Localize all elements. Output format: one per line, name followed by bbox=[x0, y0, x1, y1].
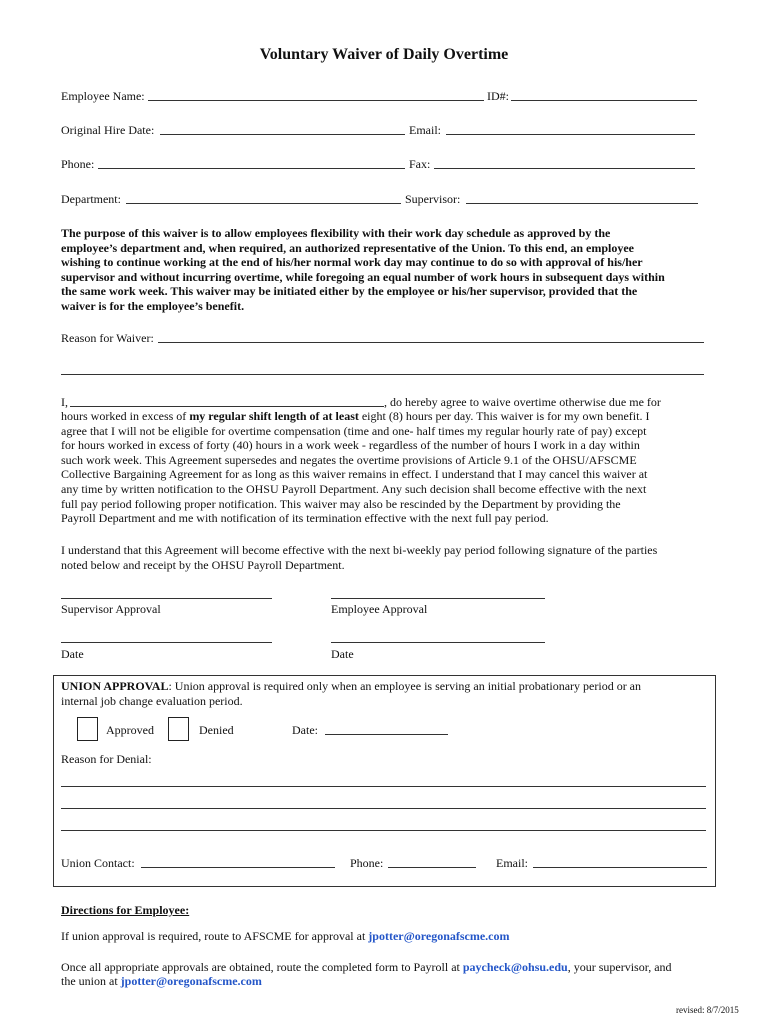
supervisor-field[interactable] bbox=[466, 203, 698, 204]
employee-date-label: Date bbox=[331, 647, 354, 661]
payroll-email-link[interactable]: paycheck@ohsu.edu bbox=[462, 960, 568, 974]
employee-approval-label: Employee Approval bbox=[331, 602, 428, 616]
reason-waiver-field-2[interactable] bbox=[61, 374, 704, 375]
reason-waiver-field[interactable] bbox=[158, 342, 704, 343]
agreement-line: Collective Bargaining Agreement for as long as this waiver remains in effect. I understand that I may cancel this waiver at bbox=[61, 467, 648, 482]
employee-signature-line[interactable] bbox=[331, 598, 545, 599]
denied-checkbox[interactable] bbox=[168, 717, 189, 741]
union-contact-field[interactable] bbox=[141, 867, 335, 868]
directions-text: , your supervisor, and bbox=[567, 960, 672, 974]
employee-name-label: Employee Name: bbox=[61, 89, 145, 103]
agreement-line: any time by written notification to the OHSU Payroll Department. Any such decision shall become effective with the next bbox=[61, 481, 647, 496]
afscme-email-link[interactable]: jpotter@oregonafscme.com bbox=[368, 929, 510, 943]
purpose-line: employee’s department and, when required, an authorized representative of the Union. To this end, an employee bbox=[61, 240, 635, 255]
union-approval-text bbox=[61, 679, 641, 693]
department-field[interactable] bbox=[126, 203, 401, 204]
agreement-line: agree that I will not be eligible for overtime compensation (time and one- half times my regular hourly rate of pay) except bbox=[61, 423, 647, 438]
phone-field[interactable] bbox=[98, 168, 405, 169]
agreement-line1-suffix: , do hereby agree to waive overtime otherwise due me for bbox=[384, 395, 661, 409]
union-email-link[interactable]: jpotter@oregonafscme.com bbox=[120, 974, 262, 988]
union-email-label: Email: bbox=[496, 856, 528, 870]
reason-denial-field-1[interactable] bbox=[61, 786, 706, 787]
union-date-label: Date: bbox=[292, 723, 318, 737]
department-label: Department: bbox=[61, 192, 121, 206]
purpose-line: the same work week. This waiver may be initiated either by the employee or his/her supervisor, provided that the bbox=[61, 284, 638, 299]
agreement-text: eight (8) hours per day. This waiver is for my own benefit. I bbox=[358, 409, 650, 423]
purpose-line: waiver is for the employee’s benefit. bbox=[61, 298, 245, 313]
directions-text: If union approval is required, route to AFSCME for approval at bbox=[61, 929, 369, 943]
understand-line: I understand that this Agreement will become effective with the next bi-weekly pay period following signature of the parties bbox=[61, 543, 658, 557]
agreement-line: Payroll Department and me with notification of its termination effective with the next full pay period. bbox=[61, 511, 549, 526]
union-contact-label: Union Contact: bbox=[61, 856, 135, 870]
union-date-field[interactable] bbox=[325, 734, 448, 735]
union-approval-heading: UNION APPROVAL bbox=[61, 679, 169, 693]
union-email-field[interactable] bbox=[533, 867, 707, 868]
directions-line-3 bbox=[61, 974, 262, 988]
email-field[interactable] bbox=[446, 134, 695, 135]
supervisor-label: Supervisor: bbox=[405, 192, 461, 206]
hire-date-field[interactable] bbox=[160, 134, 405, 135]
shift-length-emphasis: my regular shift length of at least bbox=[189, 409, 359, 423]
employee-name-agreement-field[interactable] bbox=[70, 406, 384, 407]
fax-label: Fax: bbox=[409, 157, 431, 171]
fax-field[interactable] bbox=[434, 168, 695, 169]
approved-checkbox[interactable] bbox=[77, 717, 98, 741]
supervisor-approval-label: Supervisor Approval bbox=[61, 602, 161, 616]
supervisor-date-line[interactable] bbox=[61, 642, 272, 643]
form-title: Voluntary Waiver of Daily Overtime bbox=[259, 46, 509, 63]
purpose-paragraph bbox=[61, 226, 711, 314]
union-approval-text-2: internal job change evaluation period. bbox=[61, 694, 243, 708]
phone-label: Phone: bbox=[61, 157, 95, 171]
agreement-prefix: I, bbox=[61, 395, 68, 409]
directions-line-2 bbox=[61, 960, 672, 974]
id-label: ID#: bbox=[487, 89, 509, 103]
directions-heading: Directions for Employee: bbox=[61, 903, 190, 917]
agreement-text: hours worked in excess of bbox=[61, 409, 190, 423]
agreement-paragraph bbox=[61, 409, 711, 526]
id-field[interactable] bbox=[511, 100, 697, 101]
directions-line-1 bbox=[61, 929, 510, 943]
employee-date-line[interactable] bbox=[331, 642, 545, 643]
supervisor-date-label: Date bbox=[61, 647, 84, 661]
hire-date-label: Original Hire Date: bbox=[61, 123, 155, 137]
approved-label: Approved bbox=[106, 723, 154, 737]
directions-text: the union at bbox=[61, 974, 121, 988]
reason-denial-field-2[interactable] bbox=[61, 808, 706, 809]
purpose-line: supervisor and without incurring overtime, while foregoing an equal number of work hours in subsequent days within bbox=[61, 269, 665, 284]
reason-waiver-label: Reason for Waiver: bbox=[61, 331, 154, 345]
email-label: Email: bbox=[409, 123, 441, 137]
directions-text: Once all appropriate approvals are obtained, route the completed form to Payroll at bbox=[61, 960, 463, 974]
denied-label: Denied bbox=[199, 723, 234, 737]
reason-denial-label: Reason for Denial: bbox=[61, 752, 152, 766]
union-phone-field[interactable] bbox=[388, 867, 476, 868]
purpose-line: The purpose of this waiver is to allow employees flexibility with their work day schedule as approved by the bbox=[61, 226, 611, 240]
understand-paragraph bbox=[61, 543, 711, 572]
agreement-line: such work week. This Agreement supersedes and negates the overtime provisions of Article 9.1 of the OHSU/AFSCME bbox=[61, 452, 637, 467]
reason-denial-field-3[interactable] bbox=[61, 830, 706, 831]
agreement-line-2 bbox=[61, 409, 711, 424]
employee-name-field[interactable] bbox=[148, 100, 484, 101]
union-phone-label: Phone: bbox=[350, 856, 384, 870]
supervisor-signature-line[interactable] bbox=[61, 598, 272, 599]
understand-line: noted below and receipt by the OHSU Payroll Department. bbox=[61, 557, 345, 572]
agreement-line: full pay period following proper notification. This waiver may also be rescinded by the Department by providing the bbox=[61, 496, 621, 511]
revised-date: revised: 8/7/2015 bbox=[676, 1005, 739, 1015]
agreement-line: for hours worked in excess of forty (40) hours in a work week - regardless of the number of hours I work in a day within bbox=[61, 438, 640, 453]
union-approval-description: : Union approval is required only when an employee is serving an initial probationary period or an bbox=[168, 679, 642, 693]
purpose-line: wishing to continue working at the end of his/her normal work day may continue to do so with approval of his/her bbox=[61, 255, 643, 270]
